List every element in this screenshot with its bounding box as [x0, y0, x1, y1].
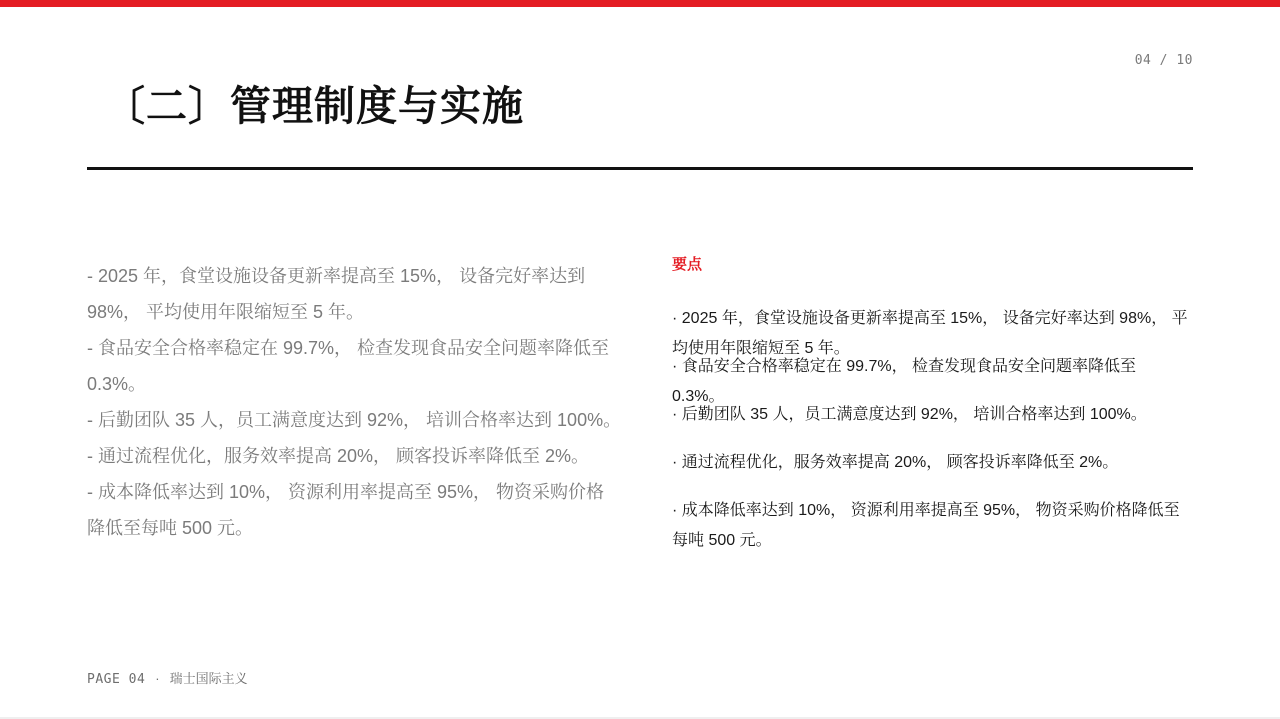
page-counter: 04 / 10: [1134, 53, 1193, 68]
footer-page-label: PAGE 04: [87, 672, 146, 687]
key-points-panel: [672, 254, 1192, 556]
footer-separator: ·: [155, 671, 160, 686]
left-list-item: - 成本降低率达到 10%， 资源利用率提高至 95%， 物资采购价格降低至每吨 500 元。: [87, 482, 605, 538]
slide-title: 〔二〕管理制度与实施: [104, 82, 524, 130]
key-point-item: · 2025 年，食堂设施设备更新率提高至 15%， 设备完好率达到 98%， 平均使用年限缩短至 5 年。: [672, 310, 1188, 357]
left-list-item: - 食品安全合格率稳定在 99.7%， 检查发现食品安全问题率降低至 0.3%。: [87, 338, 610, 394]
left-content-list: [87, 258, 622, 546]
key-points-label: 要点: [672, 256, 703, 273]
left-list-item: - 后勤团队 35 人，员工满意度达到 92%， 培训合格率达到 100%。: [87, 410, 622, 430]
key-point-item: · 通过流程优化，服务效率提高 20%， 顾客投诉率降低至 2%。: [672, 454, 1119, 471]
left-list-item: - 通过流程优化，服务效率提高 20%， 顾客投诉率降低至 2%。: [87, 446, 590, 466]
key-point-item: · 食品安全合格率稳定在 99.7%， 检查发现食品安全问题率降低至 0.3%。: [672, 358, 1137, 405]
key-point-item: · 后勤团队 35 人，员工满意度达到 92%， 培训合格率达到 100%。: [672, 406, 1147, 423]
left-list-item: - 2025 年，食堂设施设备更新率提高至 15%， 设备完好率达到 98%， 平均使用年限缩短至 5 年。: [87, 266, 586, 322]
footer-theme: 瑞士国际主义: [169, 671, 248, 686]
top-accent-bar: [0, 0, 1280, 7]
key-point-item: · 成本降低率达到 10%， 资源利用率提高至 95%， 物资采购价格降低至每吨 500 元。: [672, 502, 1180, 549]
title-divider: [87, 167, 1193, 170]
slide-footer: [87, 670, 248, 689]
